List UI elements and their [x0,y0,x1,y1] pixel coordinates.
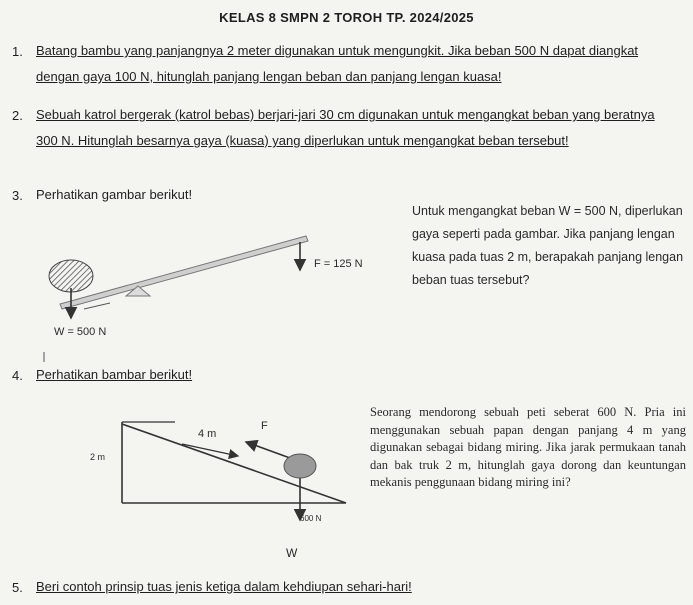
q4-text-content: Perhatikan bambar berikut! [36,367,193,382]
q1-number: 1. [12,44,23,59]
push-force-arrow [246,442,290,458]
q2-text-content: Sebuah katrol bergerak (katrol bebas) berjari-jari 30 cm digunakan untuk mengangkat beban yang beratnya 300 N. Hitunglah besarnya gaya (kuasa) yang diperlukan untuk mengangkat beban tersebut! [36,107,655,148]
crate [284,454,316,478]
q3-side-text: Untuk mengangkat beban W = 500 N, diperlukan gaya seperti pada gambar. Jika panjang lengan kuasa pada tuas 2 m, berapakah panjang lengan beban tuas tersebut? [412,204,684,287]
q4-weight-symbol-label: W [286,546,298,560]
q4-height-label: 2 m [90,452,106,462]
q4-force-label: F [261,420,268,432]
q2-number: 2. [12,108,23,123]
q4-side-text: Seorang mendorong sebuah peti seberat 600 N. Pria ini menggunakan sebuah papan dengan panjang 4 m yang digunakan sebagai bidang miring. Jika jarak permukaan tanah dan bak truk 2 m, hitunglah gaya dorong dan keuntungan mekanis penggunaan bidang miring ini? [370,405,686,489]
page-title: KELAS 8 SMPN 2 TOROH TP. 2024/2025 [219,10,474,25]
q3-force-label: F = 125 N [314,258,363,270]
q4-weight-value-label: 600 N [300,514,322,523]
q1-text-content: Batang bambu yang panjangnya 2 meter digunakan untuk mengungkit. Jika beban 500 N dapat diangkat dengan gaya 100 N, hitunglah panjang lengan beban dan panjang lengan kuasa! [36,43,639,84]
q5-number: 5. [12,580,23,595]
q3-text: Perhatikan gambar berikut! [36,187,193,202]
q3-weight-label: W = 500 N [54,326,107,338]
q4-number: 4. [12,368,23,383]
q3-number: 3. [12,188,23,203]
q5-text-content: Beri contoh prinsip tuas jenis ketiga dalam kehdiupan sehari-hari! [36,579,412,594]
q4-length-label: 4 m [198,428,217,440]
